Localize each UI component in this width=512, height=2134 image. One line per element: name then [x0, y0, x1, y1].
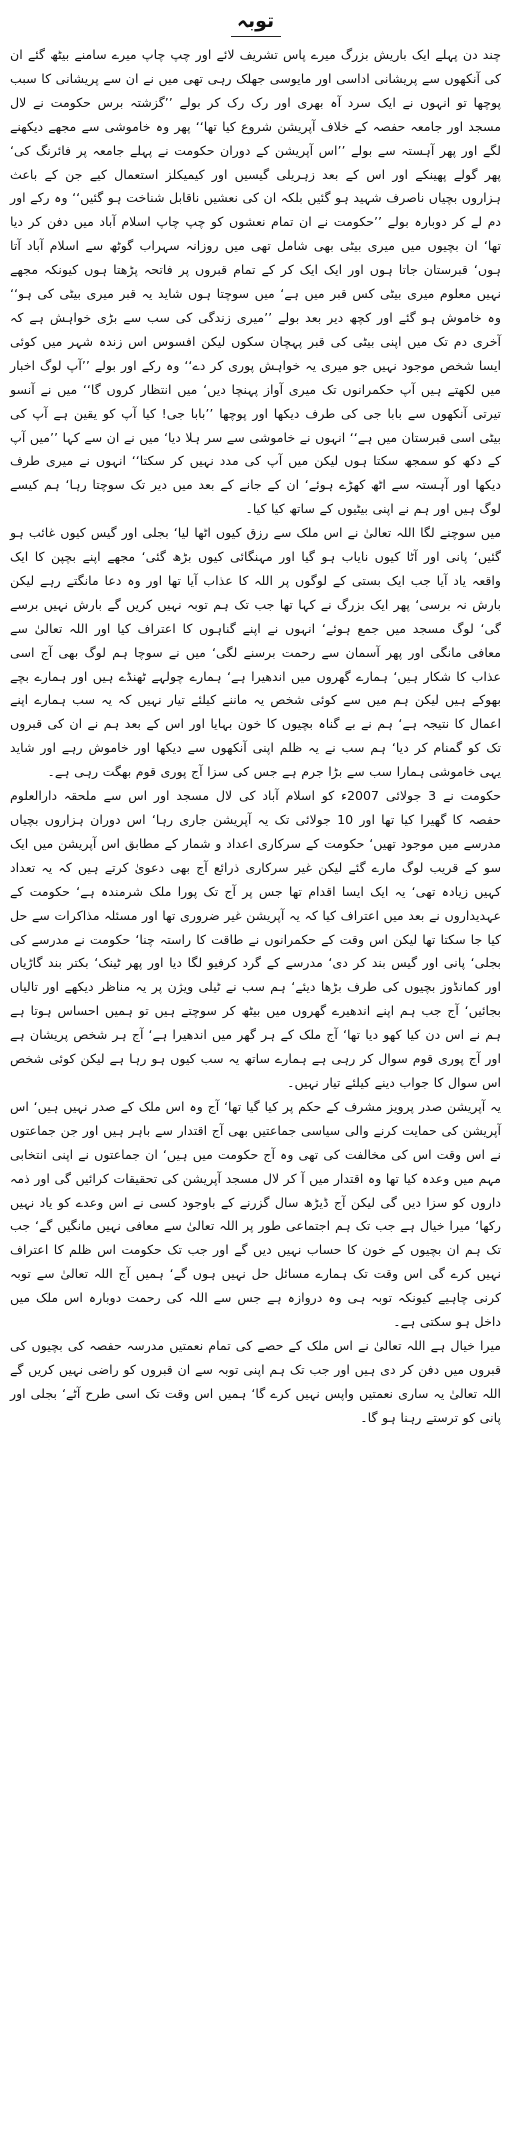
article-title: توبہ	[236, 10, 275, 32]
article-body	[10, 43, 501, 1430]
article-paragraph-3: حکومت نے 3 جولائی 2007ء کو اسلام آباد کی لال مسجد اور اس سے ملحقہ دارالعلوم حفصہ کا گھیرا کیا تھا اور 10 جولائی تک یہ آپریشن جاری رہا‘ اس دوران ہزاروں بچیاں مدرسے میں موجود تھیں‘ حکومت کے سرکاری اعداد و شمار کے مطابق اس آپریشن میں ایک سو کے قریب لوگ مارے گئے لیکن غیر سرکاری ذرائع آج بھی دعویٰ کرتے ہیں کہ یہ تعداد کہیں زیادہ تھی‘ یہ ایک ایسا اقدام تھا جس پر آج تک پورا ملک شرمندہ ہے‘ حکومت کے عہدیداروں نے بعد میں اعتراف کیا کہ یہ آپریشن غیر ضروری تھا اور مسئلہ مذاکرات سے حل کیا جا سکتا تھا لیکن اس وقت کے حکمرانوں نے طاقت کا راستہ چنا‘ حکومت نے مدرسے کی بجلی‘ پانی اور گیس بند کر دی‘ مدرسے کے گرد کرفیو لگا دیا اور پھر ٹینک‘ بکتر بند گاڑیاں اور کمانڈوز بچیوں کی طرف بڑھا دیئے‘ ہم سب نے ٹیلی ویژن پر یہ مناظر دیکھے اور تالیاں بجائیں‘ آج جب ہم اپنے اندھیرے گھروں میں بیٹھ کر سوچتے ہیں تو ہمیں احساس ہوتا ہے ہم نے اس دن کیا کھو دیا تھا‘ آج ملک کے ہر گھر میں اندھیرا ہے‘ آج ہر شخص پریشان ہے اور آج پوری قوم سوال کر رہی ہے ہمارے ساتھ یہ سب کیوں ہو رہا ہے لیکن کوئی شخص اس سوال کا جواب دینے کیلئے تیار نہیں۔	[10, 788, 502, 1090]
title-underline	[231, 36, 281, 37]
article-paragraph-4: یہ آپریشن صدر پرویز مشرف کے حکم پر کیا گیا تھا‘ آج وہ اس ملک کے صدر نہیں ہیں‘ اس آپریشن کی حمایت کرنے والی سیاسی جماعتیں بھی آج اقتدار سے باہر ہیں اور جن جماعتوں نے اس وقت اس کی مخالفت کی تھی وہ آج حکومت میں ہیں‘ ان جماعتوں نے اپنی انتخابی مہم میں وعدہ کیا تھا وہ اقتدار میں آ کر لال مسجد آپریشن کی تحقیقات کرائیں گی اور ذمہ داروں کو سزا دیں گی لیکن آج ڈیڑھ سال گزرنے کے باوجود کسی نے اس وعدے کو یاد نہیں رکھا‘ میرا خیال ہے جب تک ہم اجتماعی طور پر اللہ تعالیٰ سے معافی نہیں مانگیں گے‘ جب تک ہم ان بچیوں کے خون کا حساب نہیں دیں گے اور جب تک حکومت اس ظلم کا اعتراف نہیں کرے گی اس وقت تک ہمارے مسائل حل نہیں ہوں گے‘ ہمیں آج اللہ تعالیٰ سے توبہ کرنی چاہیے کیونکہ توبہ ہی وہ دروازہ ہے جس سے اللہ کی رحمت دوبارہ اس ملک میں داخل ہو سکتی ہے۔	[10, 1098, 501, 1330]
article-paragraph-5: میرا خیال ہے اللہ تعالیٰ نے اس ملک کے حصے کی تمام نعمتیں مدرسہ حفصہ کی بچیوں کی قبروں میں دفن کر دی ہیں اور جب تک ہم اپنی توبہ سے ان قبروں کو راضی نہیں کریں گے اللہ تعالیٰ یہ ساری نعمتیں واپس نہیں کرے گا‘ ہمیں اس وقت تک اسی طرح آٹے‘ بجلی اور پانی کو ترستے رہنا ہو گا۔	[10, 1337, 501, 1425]
article-paragraph-2: میں سوچنے لگا اللہ تعالیٰ نے اس ملک سے رزق کیوں اٹھا لیا‘ بجلی اور گیس کیوں غائب ہو گئیں‘ پانی اور آٹا کیوں نایاب ہو گیا اور مہنگائی کیوں بڑھ گئی‘ مجھے اپنے بچپن کا ایک واقعہ یاد آیا جب ایک بستی کے لوگوں پر اللہ کا عذاب آیا تھا اور وہ دعا مانگتے رہے لیکن بارش نہ برسی‘ پھر ایک بزرگ نے کہا تھا جب تک ہم توبہ نہیں کریں گے بارش نہیں برسے گی‘ لوگ مسجد میں جمع ہوئے‘ انہوں نے اپنے گناہوں کا اعتراف کیا اور اللہ تعالیٰ سے معافی مانگی اور پھر آسمان سے رحمت برسنے لگی‘ میں نے سوچا ہم لوگ بھی آج اسی عذاب کا شکار ہیں‘ ہمارے گھروں میں اندھیرا ہے‘ ہمارے چولہے ٹھنڈے ہیں اور ہمارے بچے بھوکے ہیں لیکن ہم میں سے کوئی شخص یہ ماننے کیلئے تیار نہیں کہ یہ سب ہمارے اپنے اعمال کا نتیجہ ہے‘ ہم نے بے گناہ بچیوں کا خون بہایا اور اس کے بعد ہم نے ان کی قبروں تک کو گمنام کر دیا‘ ہم سب نے یہ ظلم اپنی آنکھوں سے دیکھا اور خاموش رہے اور شاید یہی خاموشی ہمارا سب سے بڑا جرم ہے جس کی سزا آج پوری قوم بھگت رہی ہے۔	[10, 525, 501, 780]
article-paragraph-1: چند دن پہلے ایک باریش بزرگ میرے پاس تشریف لائے اور چپ چاپ میرے سامنے بیٹھ گئے ان کی آنکھوں سے پریشانی اداسی اور مایوسی جھلک رہی تھی میں نے ان سے پریشانی کا سبب پوچھا تو انہوں نے ایک سرد آہ بھری اور رک رک کر بولے ’’گزشتہ برس حکومت نے لال مسجد اور جامعہ حفصہ کے خلاف آپریشن شروع کیا تھا‘‘ پھر وہ خاموشی سے مجھے دیکھنے لگے اور پھر آہستہ سے بولے ’’اس آپریشن کے دوران حکومت نے پہلے جامعہ پر فائرنگ کی‘ پھر گولے پھینکے اور اس کے بعد زہریلی گیسیں اور کیمیکلز استعمال کیے جن کے باعث ہزاروں بچیاں ناصرف شہید ہو گئیں بلکہ ان کی نعشیں ناقابل شناخت ہو گئیں‘‘ وہ رکے اور دم لے کر دوبارہ بولے ’’حکومت نے ان تمام نعشوں کو چپ چاپ اسلام آباد میں دفن کر دیا تھا‘ ان بچیوں میں میری بیٹی بھی شامل تھی میں روزانہ سہراب گوٹھ سے اسلام آباد آتا ہوں‘ قبرستان جاتا ہوں اور ایک ایک کر کے تمام قبروں پر فاتحہ پڑھتا ہوں کیونکہ مجھے نہیں معلوم میری بیٹی کس قبر میں ہے‘ میں سوچتا ہوں شاید یہ قبر میری بیٹی کی ہو‘‘ وہ خاموش ہو گئے اور کچھ دیر بعد بولے ’’میری زندگی کی سب سے بڑی خواہش ہے کہ آخری دم تک میں اپنی بیٹی کی قبر پہچان سکوں لیکن افسوس اس زندہ شہر میں کوئی ایسا شخص موجود نہیں جو میری یہ خواہش پوری کر دے‘‘ وہ رکے اور بولے ’’آپ لوگ اخبار میں لکھتے ہیں آپ حکمرانوں تک میری آواز پہنچا دیں‘ میں انتظار کروں گا‘‘ میں نے آنسو تیرتی آنکھوں سے بابا جی کی طرف دیکھا اور پوچھا ’’بابا جی! کیا آپ کو یقین ہے آپ کی بیٹی اسی قبرستان میں ہے‘‘ انہوں نے خاموشی سے سر ہلا دیا‘ میں نے ان سے کہا ’’میں آپ کے دکھ کو سمجھ سکتا ہوں لیکن میں آپ کی مدد نہیں کر سکتا‘‘ انہوں نے میری طرف دیکھا اور آہستہ سے اٹھ کھڑے ہوئے‘ ان کے جانے کے بعد میں دیر تک سوچتا رہا‘ ہم کیسے لوگ ہیں اور ہم نے اپنی بیٹیوں کے ساتھ کیا کیا۔	[10, 47, 501, 517]
